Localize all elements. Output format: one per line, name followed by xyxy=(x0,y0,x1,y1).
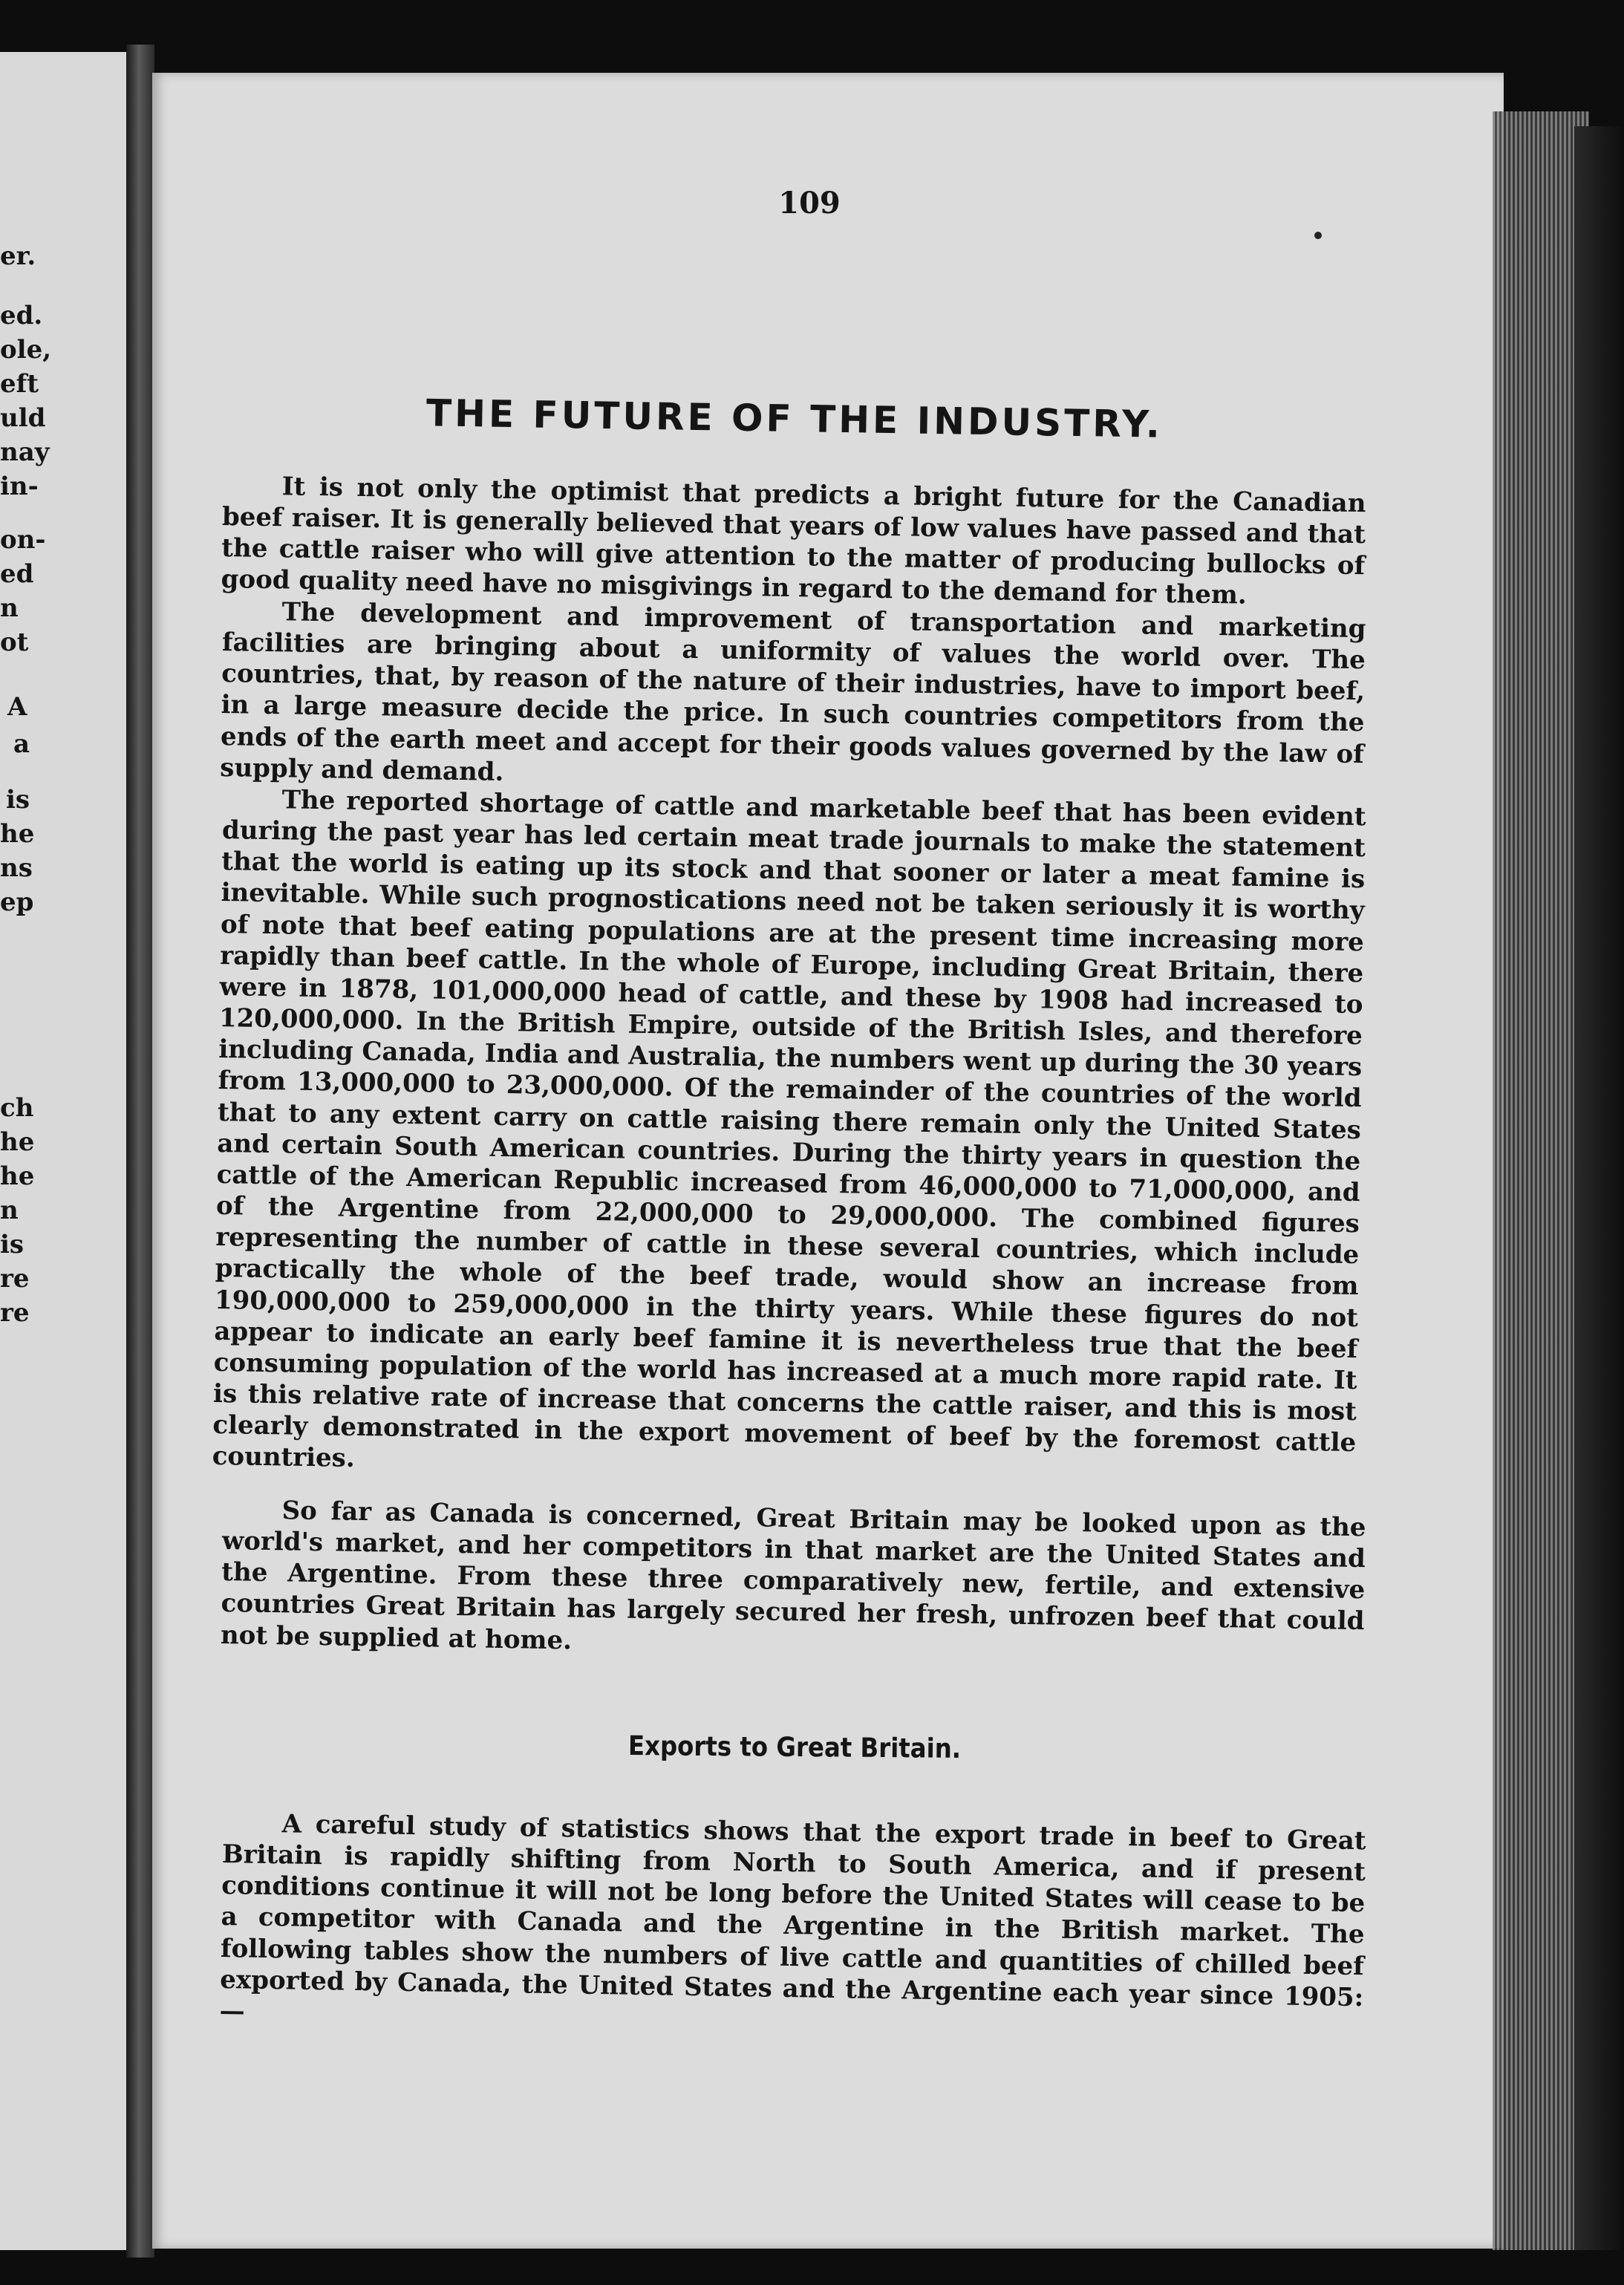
facing-page-fragment: ole, xyxy=(0,335,52,365)
paragraph: It is not only the optimist that predicts a bright future for the Canadian beef raiser. It is generally believed that years of low values have passed and that the cattle raiser who will give attention to the matter of producing bullocks of good quality need have no misgivings in regard to the demand for them. xyxy=(221,472,1366,611)
facing-page-fragment: is xyxy=(6,785,30,815)
paragraph: A careful study of statistics shows that the export trade in beef to Great Britain is rapidly shifting from North to South America, and if present conditions continue it will not be long before the United States will cease to be a competitor with Canada and the Argentine in the British market. The following tables show the numbers of live cattle and quantities of chilled beef exported by Canada, the United States and the Argentine each year since 1905:— xyxy=(219,1809,1366,2027)
facing-page-fragment: a xyxy=(13,729,30,759)
facing-page-fragment: ed. xyxy=(0,301,43,330)
facing-page-fragment: ot xyxy=(0,628,29,657)
facing-page-fragment: ed xyxy=(0,559,34,589)
facing-page-fragment: A xyxy=(7,692,27,722)
paragraph: The development and improvement of transportation and marketing facilities are bringing about a uniformity of values the world over. The countries, that, by reason of the nature of their industries, have to import beef, in a large measure decide the price. In such countries competitors from the ends of the earth meet and accept for their goods values governed by the law of supply and demand. xyxy=(220,596,1366,787)
paragraph: So far as Canada is concerned, Great Britain may be looked upon as the world's market, and her competitors in that market are the United States and the Argentine. From these three comparatively new, fertile, and extensive countries Great Britain has largely secured her fresh, unfrozen beef that could not be supplied at home. xyxy=(220,1496,1366,1656)
facing-page-fragment: he xyxy=(0,1127,35,1157)
page-content xyxy=(212,171,1366,2027)
facing-page-fragment: ns xyxy=(0,853,33,883)
facing-page-fragment: ep xyxy=(0,887,34,917)
facing-page-fragment: uld xyxy=(0,403,46,433)
facing-page-fragment: re xyxy=(0,1264,30,1294)
facing-page-fragment: he xyxy=(0,1161,35,1191)
page-number: 109 xyxy=(778,186,841,221)
facing-page-fragment: is xyxy=(0,1230,25,1259)
facing-page-edge xyxy=(0,52,141,2250)
facing-page-fragment: er. xyxy=(0,241,36,271)
page-title: THE FUTURE OF THE INDUSTRY. xyxy=(425,391,1164,446)
paragraph: The reported shortage of cattle and marketable beef that has been evident during the past year has led certain meat trade journals to make the statement that the world is eating up its stock and that sooner or later a meat famine is inevitable. While such prognostications need not be taken seriously it is worthy of note that beef eating populations are at the present time increasing more rapidly than beef cattle. In the whole of Europe, including Great Britain, there were in 1878, 101,000,000 head of cattle, and these by 1908 had increased to 120,000,000. In the British Empire, outside of the British Isles, and therefore including Canada, India and Australia, the numbers went up during the 30 years from 13,000,000 to 23,000,000. Of the remainder of the countries of the world that to any extent carry on cattle raising there remain only the United States and certain South American countries. During the thirty years in question the cattle of the American Republic increased from 46,000,000 to 71,000,000, and of the Argentine from 22,000,000 to 29,000,000. The combined figures representing the number of cattle in these several countries, which include practically the whole of the beef trade, would show an increase from 190,000,000 to 259,000,000 in the thirty years. While these figures do not appear to indicate an early beef famine it is nevertheless true that the beef consuming population of the world has increased at a much more rapid rate. It is this relative rate of increase that concerns the cattle raiser, and this is most clearly demonstrated in the export movement of beef by the foremost cattle countries. xyxy=(212,784,1366,1473)
facing-page-fragment: on- xyxy=(0,525,46,555)
facing-page-fragment: re xyxy=(0,1298,30,1328)
facing-page-fragment: ch xyxy=(0,1093,34,1123)
facing-page-fragment: he xyxy=(0,819,35,849)
book-gutter xyxy=(126,45,154,2258)
facing-page-fragment: n xyxy=(0,1196,19,1225)
facing-page-fragment: n xyxy=(0,593,19,623)
facing-page-fragment: in- xyxy=(0,472,39,501)
book-cover-edge xyxy=(1574,126,1624,2250)
section-heading: Exports to Great Britain. xyxy=(627,1730,962,1764)
facing-page-fragment: eft xyxy=(0,369,39,399)
facing-page-fragment: nay xyxy=(0,437,50,467)
